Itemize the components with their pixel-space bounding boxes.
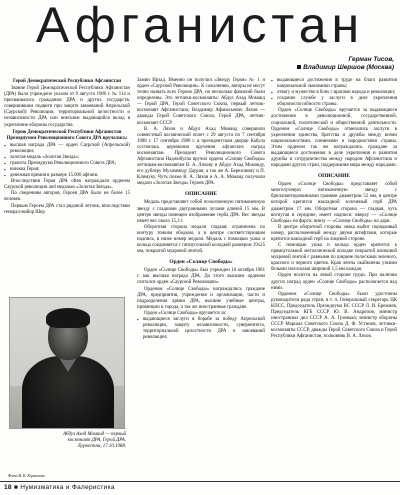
paragraph: Медаль представляет собой позолоченную пятиконечную звезду с гладкими двугранными лучами длиной 15 мм. В центре звезды помещен изображение герба ДРА. Вес звезды имеет вес около 15,3 г. (137, 200, 265, 224)
paragraph: Звание Герой Демократической Республики Афганистан (ДРА) было учреждено указом от 9 августа 1986 г. № 114 и присваивалось гражданам ДРА и других государств, совершившим подвиги при защите завоеваний Апрельской (Саурской) Революции, территориальной целостности и независимости ДРА или внесшим выдающийся вклад в укрепление обороны государства. (4, 86, 130, 128)
cosmonaut-portrait-photo (9, 297, 125, 429)
footer-separator: ■ (13, 484, 19, 491)
list-item: ▪ книжка Героя; (4, 167, 130, 173)
page-number: 18 (4, 484, 12, 491)
photo-caption: Абдул Ахад Момаид — первый космонавт ДРА, Герой ДРА. Бурвестни, 17.10.1988. (63, 432, 126, 449)
photo-credit: Фото В. Н. Корнилова. (8, 474, 46, 478)
paragraph: Впоследствии Героя ДРА often награждали орденом Саурской революции and медалью «Золотая Звезда». (4, 179, 130, 191)
list-item: ▪ создание службе у заслуги в деле укрепления обороноспособности страны. (271, 96, 397, 108)
paragraph: С помощью ушка и кольца орден крепится к прямоугольной металлической колодке покрытой шелковой муаровой лентой с равными по ширине полосками зеленого, красного и черного цветов. Края ленты окаймлены узкими белыми полосками шириной 1,5 мм каждая. (271, 243, 397, 273)
author-byline (297, 56, 394, 72)
criteria-list (137, 317, 265, 341)
paragraph: Орденом «Солнце Свободы» награждались граждане ДРА, предприятия, учреждения и организации, части и подразделения армии ДРА, высшие учебные центры, провинции и города, а так же иностранные граждане. (137, 286, 265, 310)
paragraph: Оборотная сторона медали гладкая; ограничена по контуру тонким ободком, а в центре соответствующим надпись, в ниже номер медали. Медаль с помощью ушка и кольца соединяется с пятиугольной колодкой размером 19х25 мм, покрытой муаровой лентой. (137, 224, 265, 255)
list-item: ▪ высшая награда ДРА — орден Саурской (Апрельской) революции; (4, 143, 130, 155)
paragraph: По сведениям авторов, Героев ДРА было не более 15 человек. (4, 191, 130, 203)
list-item: ▪ отвагу и мужество в боях с врагами народа и революции; (271, 90, 397, 96)
paragraph: Орден «Солнце Свободы» вручается за выдающиеся достижения в революционной, государственной, социальной, политической и общественной деятельности. Орденом «Солнце Свободы» отмечались заслуги в укреплении единства, братства и дружбы между всеми национальностями, племенами и народностями страны. Этим орденом так же награждались граждане за выдающиеся достижения в деле укрепления и развития дружбы и сотрудничества между народом Афганистана и народами других стран, поддержания мира между народами. (271, 108, 397, 169)
paragraph: Первым Героем ДРА стал рядовой летчик, впоследствии генерал-майор Шер (4, 203, 130, 215)
paragraph: Орден носится на левой стороне груди. При наличии других наград орден «Солнце Свободы» располагается над ними. (271, 273, 397, 291)
journal-name: Нумизматика и Фалеристика (20, 484, 115, 491)
article-column-2 (137, 78, 265, 341)
author-2-row (297, 64, 394, 72)
author-1: Герман Тисов, (348, 56, 394, 63)
paragraph-intro-list: Герою Демократической Республики Афганистан Президиумом Революционного Совета ДРА вручались: (6, 129, 128, 141)
bullet-square-icon (297, 65, 301, 69)
paragraph: Орденом «Солнце Свободы» были удостоены руководители ряда стран, в т. ч. Генеральный секретарь ЦК КПСС, Председатель Президиума ВС СССР Л. И. Брежнев, Председатель КГБ СССР Ю. В. Андропов, министр иностранных дел СССР А. А. Громыко; министр обороны СССР Маршал Советского Союза Д. Ф. Устинов, летчики-космонавты СССР, дважды Герой Советского Союза и Герой Республики Афганистан, полковник В. А. Ляхов. (271, 291, 397, 340)
paragraph: Орден «Солнце Свободы» вручается за: (144, 310, 227, 316)
paragraph: В центре оборотной стороны знака выбит порядковый номер, расположенный между двумя штифтами, которые крепится накладной герб на лицевой стороне. (271, 224, 397, 242)
author-2: Владимир Шершов (Москва) (303, 64, 394, 71)
paragraph: Замин Ирзад. Именно он получил «Звезду Героя» № 1 и орден «Саурской Революции». К сожалению, авторы не могут точно назвать всех Героев ДРА, но несколько фамилий были определены. Это летчики-космонавты: Абдул Ахад Момаид — Герой ДРА, Герой Советского Союза, первый летчик-космонавт Афганистана; Владимир Афанасьевич Ляхов — дважды Герой Советского Союза, Герой ДРА, летчик-космонавт СССР. (137, 78, 265, 126)
section-heading-description: ОПИСАНИЕ (184, 191, 218, 198)
list-item: ▪ выдающиеся достижения в труде на благо развития национальной экономики страны; (271, 78, 397, 90)
award-list (4, 143, 130, 179)
article-column-1 (4, 78, 130, 216)
section-heading-order: Орден «Солнце Свободы» (169, 259, 233, 266)
list-item: ▪ выдающиеся заслуги в борьбе за победу Апрельской революции, защиту независимости, суверенитета, территориальной целостности ДРА и завоеваний революции; (137, 317, 265, 341)
photo-figure-hair (46, 308, 90, 328)
article-column-3 (271, 78, 397, 340)
section-heading-description: ОПИСАНИЕ (317, 173, 351, 180)
list-item: ▪ золотая медаль «Золотая Звезда»; (4, 155, 130, 161)
page-title: Афганистан (35, 0, 365, 53)
list-item: ▪ денежная премия в размере 15.000 афгани. (4, 173, 130, 179)
paragraph: В. А. Ляхов и Абдул Ахад Момаид совершили совместный космический полет с 29 августа по 7 сентября 1988 г. 17 сентября 1988 г. в президентском дворце Кабула состоялась церемония вручения афганских наград космонавтам. Президент Революционного Совета Афганистана Наджибулла вручил ордена «Солнце Свободы» летчикам-космонавтам В. А. Ляхову и Абдул Ахад Момаиду, его дублеру Мухаммеду Дауран, а так же А. Березовому и П. Климуку. Чуть позже В. А. Ляхов и А. А. Момаид получили медали «Золотая Звезда» Героев ДРА. (137, 126, 265, 187)
paragraph: Орден «Солнце Свободы» был учрежден 16 октября 1981 г. как высшая награда ДРА. До этого высшим орденом считался орден «Саурской Революции». (137, 268, 265, 286)
list-item: ▪ грамота Президиума Революционного Совета ДРА; (4, 161, 130, 167)
section-heading-hero: Герой Демократической Республики Афганистан (12, 79, 122, 84)
paragraph: Орден «Солнце Свободы» представляет собой многолучевую пятиконечную звезду с бриллиантированными гранями диаметром 52 мм, в центре которой крепится накладной золоченый герб ДРА диаметром 17 мм. Оборотная сторона — гладкая, чуть вогнутая в середине, имеет надписи: вверху — «Солнце Свободы» на фарси; внизу — «Солнце Свободы» на дари. (271, 182, 397, 224)
footer-rule (0, 481, 400, 482)
page-footer (4, 484, 115, 491)
criteria-list-continued (271, 78, 397, 108)
